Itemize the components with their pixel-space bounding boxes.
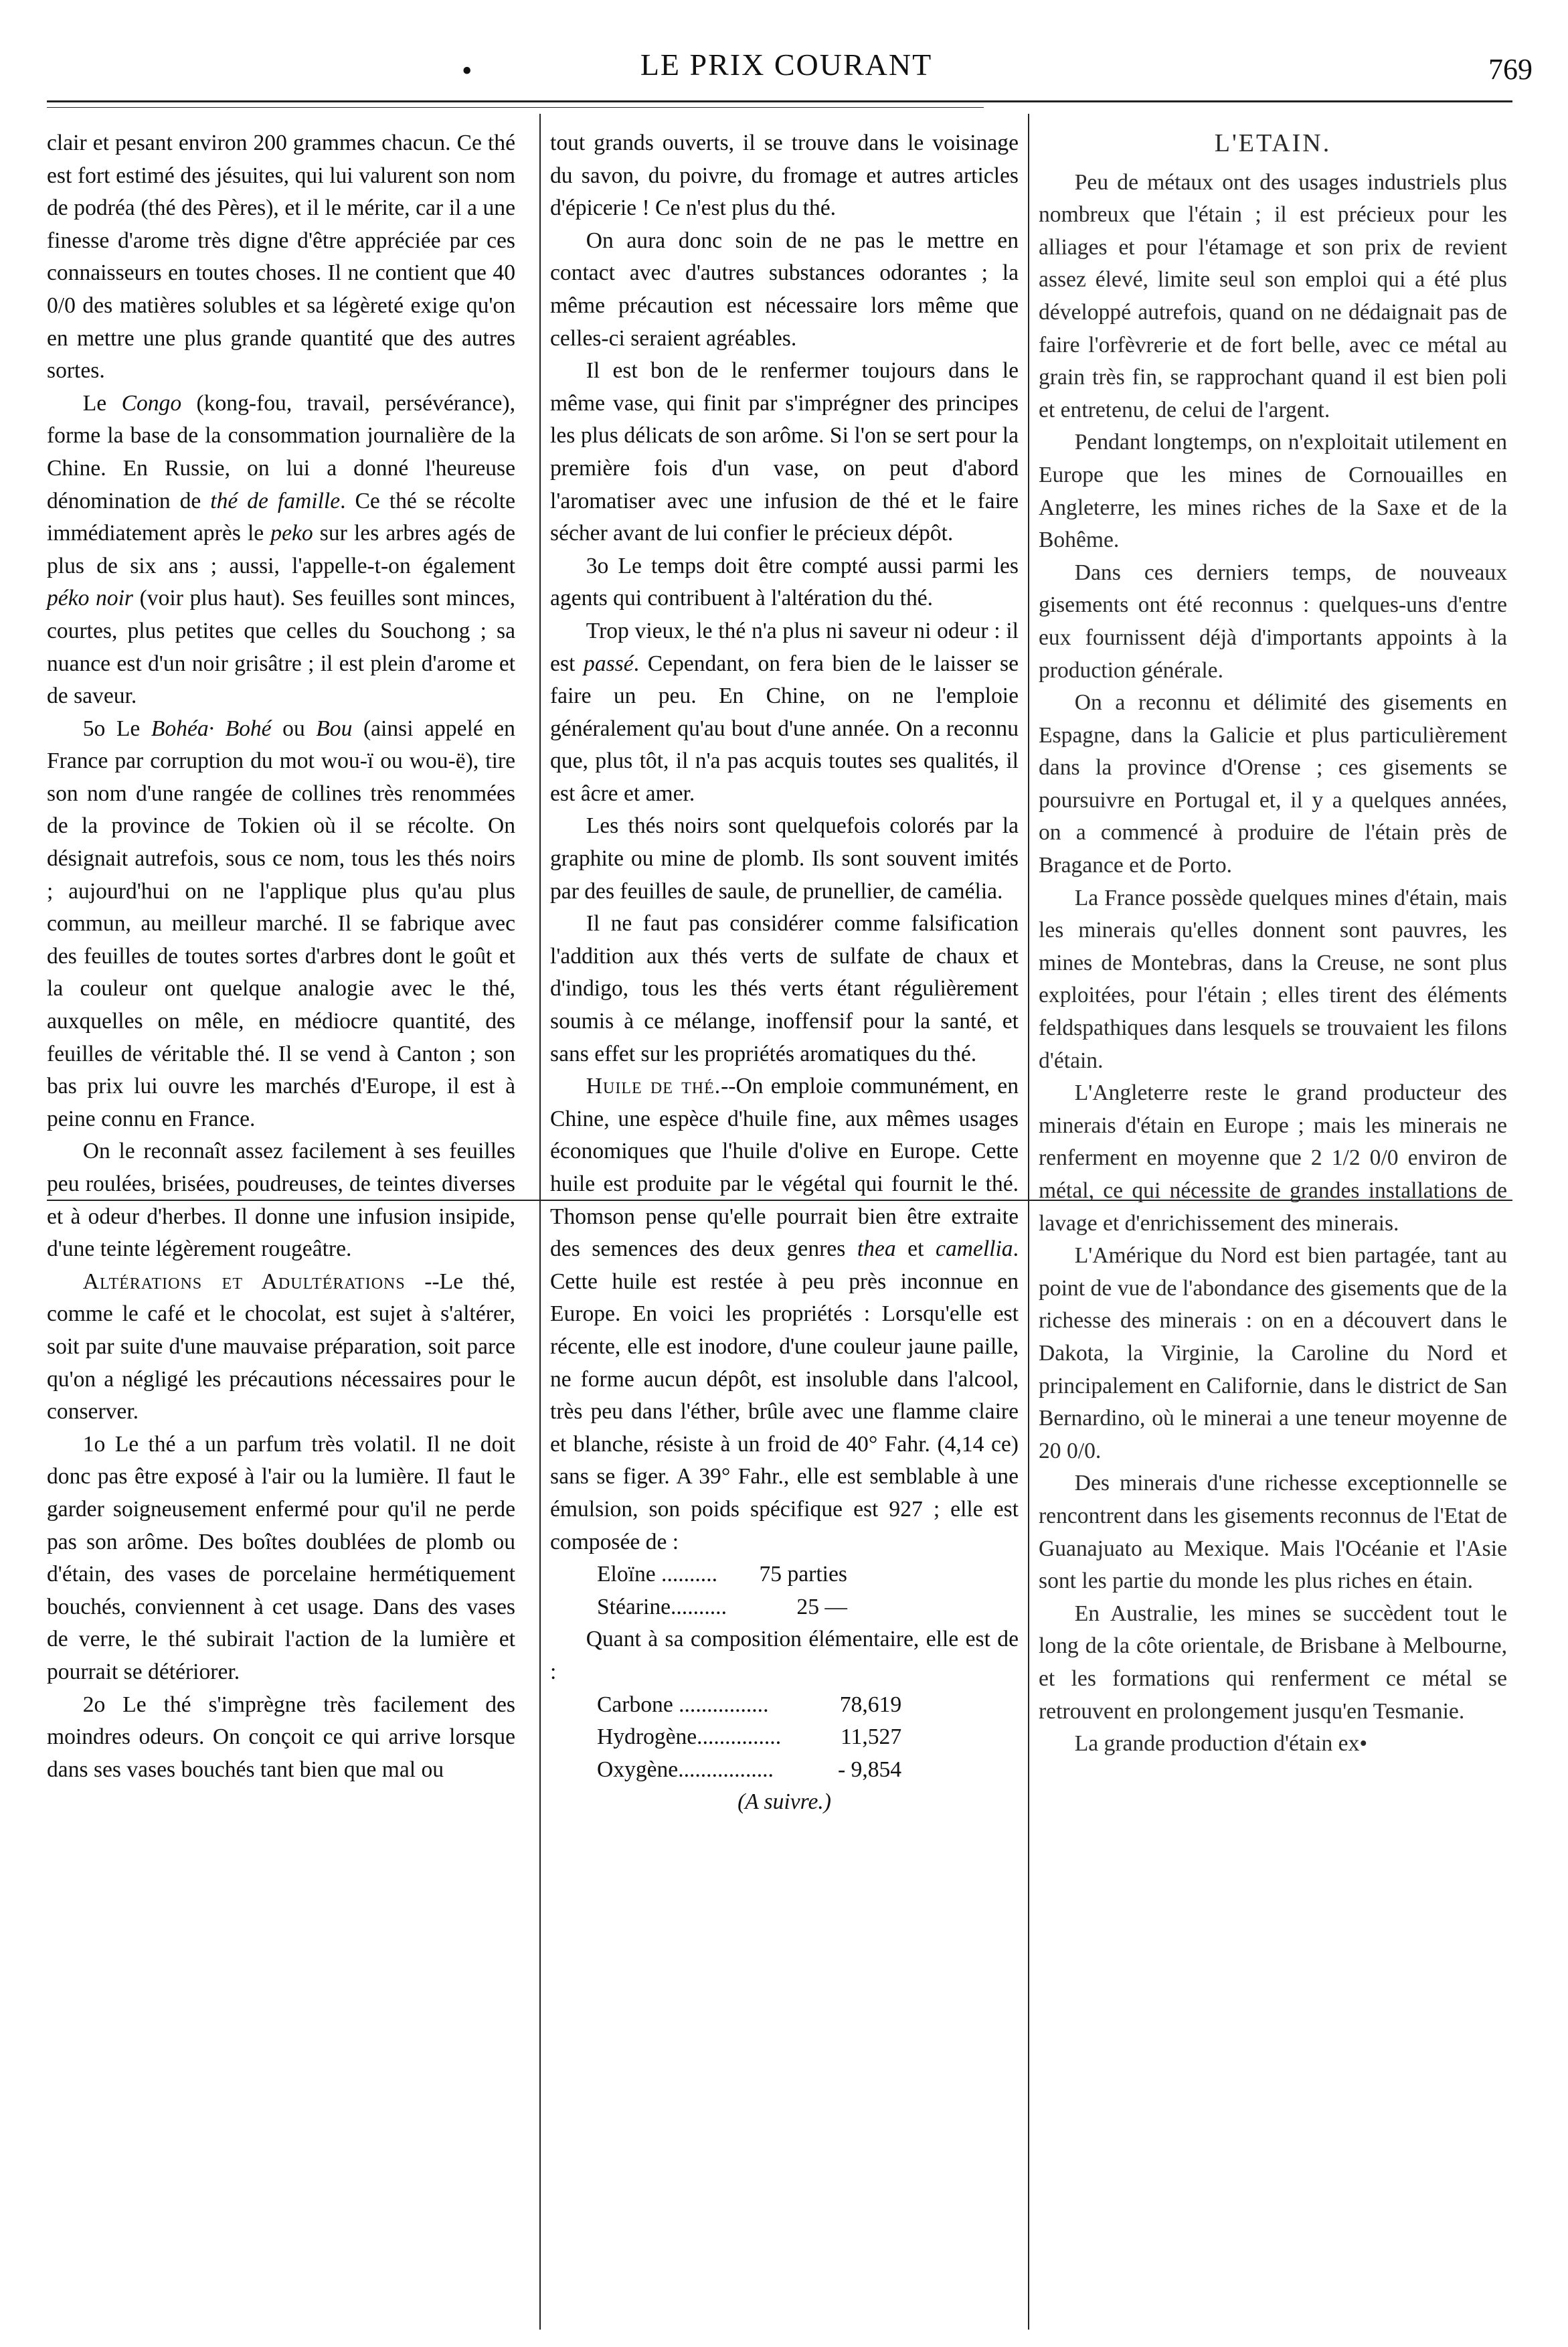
paragraph: Pendant longtemps, on n'exploitait utilement en Europe que les mines de Cornouailles en Angleterre, les mines riches de la Saxe et de la Bohême.: [1039, 430, 1507, 553]
paragraph: [550, 1070, 1019, 1558]
column-2: [550, 127, 1019, 1819]
term-italic: Bohéa· Bohé: [151, 716, 272, 741]
paragraph: L'Angleterre reste le grand producteur des minerais d'étain en Europe ; mais les minerais ne renferment en moyenne que 2 1/2 0/0 environ de métal, ce qui nécessite de grandes installations de lavage et d'enrichissement des minerais.: [1039, 1080, 1507, 1236]
text: 5o Le: [82, 716, 151, 741]
text: Trop vieux, le thé n'a plus ni saveur ni odeur : il est: [550, 618, 1019, 676]
text: Le: [82, 390, 122, 416]
header-rule-thin: [47, 107, 984, 108]
table-row: [597, 1689, 908, 1722]
header-dot: •: [462, 54, 472, 87]
term-italic: passé: [584, 651, 634, 676]
elemental-composition-table: [597, 1689, 908, 1787]
column-3: [1039, 127, 1507, 1761]
table-cell-name: Carbone ................: [597, 1692, 769, 1717]
table-row: [597, 1754, 908, 1787]
paragraph: Dans ces derniers temps, de nouveaux gisements ont été reconnus : quelques-uns d'entre eux fournissent déjà d'importants appoints à la production générale.: [1039, 560, 1507, 683]
paragraph: La grande production d'étain ex•: [1074, 1731, 1368, 1757]
paragraph: tout grands ouverts, il se trouve dans le voisinage du savon, du poivre, du fromage et autres articles d'épicerie ! Ce n'est plus du thé.: [550, 131, 1019, 221]
text: . Ce thé se récolte immédiatement après le: [47, 488, 515, 546]
table-cell-value: 75 parties: [759, 1562, 847, 1587]
paragraph: Quant à sa composition élémentaire, elle est de :: [550, 1627, 1019, 1684]
paragraph: La France possède quelques mines d'étain, mais les minerais qu'elles donnent sont pauvres, les mines de Montebras, dans la Creuse, ne sont plus exploitées, pour l'étain ; elles tirent des éléments feldspathiques dans lesquels se trouvaient les filons d'étain.: [1039, 885, 1507, 1073]
table-cell-value: 78,619: [839, 1692, 902, 1717]
table-cell-value: 25 —: [796, 1594, 847, 1619]
paragraph: 3o Le temps doit être compté aussi parmi les agents qui contribuent à l'altération du thé.: [550, 553, 1019, 611]
section-heading: Altérations et Adultérations: [82, 1269, 406, 1294]
table-cell-name: Oxygène.................: [597, 1757, 774, 1782]
table-cell-value: 11,527: [841, 1724, 902, 1750]
article-heading: L'ETAIN.: [1214, 129, 1332, 157]
term-italic: peko: [270, 521, 313, 546]
table-cell-name: Eloïne ..........: [597, 1562, 717, 1587]
text: sur les arbres agés de plus de six ans ; aussi, l'appelle-t-on également: [47, 521, 515, 578]
text: . Cette huile est restée à peu près inconnue en Europe. En voici les propriétés : Lorsqu'elle est récente, elle est inodore, d'une couleur jaune paille, ne forme aucun dépôt, est insoluble dans l'alcool, très peu dans l'éther, brûle avec une flamme claire et blanche, résiste à un froid de 40° Fahr. (4,14 ce) sans se figer. A 39° Fahr., elle est semblable à une émulsion, son poids spécifique est 927 ; elle est composée de :: [550, 1236, 1019, 1554]
to-be-continued: (A suivre.): [737, 1789, 831, 1815]
term-italic: camellia: [935, 1236, 1013, 1262]
table-row: [597, 1721, 908, 1754]
term-italic: Congo: [121, 390, 182, 416]
paragraph: [550, 615, 1019, 811]
paragraph: Les thés noirs sont quelquefois colorés par la graphite ou mine de plomb. Ils sont souvent imités par des feuilles de saule, de prunellier, de camélia.: [550, 813, 1019, 904]
paragraph: Des minerais d'une richesse exceptionnelle se rencontrent dans les gisements reconnus de l'Etat de Guanajuato au Mexique. Mais l'Océanie et l'Asie sont les partie du monde les plus riches en étain.: [1039, 1471, 1507, 1594]
text: (ainsi appelé en France par corruption du mot wou-ï ou wou-ë), tire son nom d'une rangée de collines très renommées de la province de Tokien où il se récolte. On désignait autrefois, sous ce nom, tous les thés noirs ; aujourd'hui on ne l'applique plus qu'au plus commun, au meilleur marché. Il se fabrique avec des feuilles de toutes sortes d'arbres dont le goût et la couleur ont quelque analogie avec le thé, auxquelles on mêle, en médiocre quantité, des feuilles de véritable thé. Il se vend à Canton ; son bas prix lui ouvre les marchés d'Europe, il est à peine connu en France.: [47, 716, 515, 1131]
page-number: 769: [1488, 53, 1533, 86]
term-italic: péko noir: [47, 586, 133, 611]
page-title: LE PRIX COURANT: [640, 48, 933, 82]
paragraph: Peu de métaux ont des usages industriels plus nombreux que l'étain ; il est précieux pour les alliages et pour l'étamage et son prix de revient assez élevé, limite seul son emploi qui a été plus développé autrefois, quand on ne dédaignait pas de faire l'orfèvrerie et de fort belle, avec ce métal au grain très fin, se rapprochant quand il est bien poli et entretenu, de celui de l'argent.: [1039, 169, 1507, 422]
page-header: [40, 0, 1533, 100]
paragraph: [47, 388, 515, 713]
column-1: [47, 127, 515, 1786]
text: --On emploie communément, en Chine, une espèce d'huile fine, aux mêmes usages économiques que l'huile d'olive en Europe. Cette huile est produite par le végétal qui fournit le thé. Thomson pense qu'elle pourrait bien être extraite des semences des deux genres: [550, 1074, 1019, 1262]
column-divider-1: [539, 114, 541, 2330]
paragraph: On a reconnu et délimité des gisements en Espagne, dans la Galicie et plus particulièrement dans la province d'Orense ; ces gisements se poursuivre en Portugal et, il y a quelques années, on a commencé à produire de l'étain près de Bragance et de Porto.: [1039, 690, 1507, 878]
term-italic: thea: [857, 1236, 896, 1262]
column-divider-2: [1028, 114, 1029, 2330]
text: (voir plus haut). Ses feuilles sont minces, courtes, plus petites que celles du Souchong ; sa nuance est d'un noir grisâtre ; il est plein d'arome et de saveur.: [47, 586, 515, 709]
paragraph: Il est bon de le renfermer toujours dans le même vase, qui finit par s'imprégner des principes les plus délicats de son arôme. Si l'on se sert pour la première fois d'un vase, on peut d'abord l'aromatiser avec une infusion de thé et le faire sécher avant de lui confier le précieux dépôt.: [550, 358, 1019, 546]
composition-table: [597, 1558, 854, 1623]
section-heading: Huile de thé.: [586, 1074, 721, 1099]
header-rule: [47, 100, 1512, 102]
table-cell-name: Stéarine..........: [597, 1594, 727, 1619]
paragraph: 1o Le thé a un parfum très volatil. Il ne doit donc pas être exposé à l'air ou la lumière. Il faut le garder soigneusement enfermé pour qu'il ne perde pas son arôme. Des boîtes doublées de plomb ou d'étain, des vases de porcelaine hermétiquement bouchés, conviennent à cet usage. Dans des vases de verre, le thé subirait l'action de la lumière et pourrait se détériorer.: [47, 1431, 515, 1684]
term-italic: thé de famille: [210, 488, 341, 513]
paragraph: On aura donc soin de ne pas le mettre en contact avec d'autres substances odorantes ; la même précaution est nécessaire lors même que celles-ci seraient agréables.: [550, 228, 1019, 351]
text: --Le thé, comme le café et le chocolat, est sujet à s'altérer, soit par suite d'une mauvaise préparation, soit parce qu'on a négligé les précautions nécessaires pour le conserver.: [47, 1269, 515, 1425]
table-cell-name: Hydrogène...............: [597, 1724, 782, 1750]
text: . Cependant, on fera bien de le laisser se faire un peu. En Chine, on ne l'emploie généralement qu'au bout d'une année. On a reconnu que, plus tôt, il n'a pas acquis toutes ses qualités, il est âcre et amer.: [550, 651, 1019, 806]
term-italic: Bou: [316, 716, 353, 741]
paragraph: 2o Le thé s'imprègne très facilement des moindres odeurs. On conçoit ce qui arrive lorsque dans ses vases bouchés tant bien que mal ou: [47, 1692, 515, 1782]
paragraph: On le reconnaît assez facilement à ses feuilles peu roulées, brisées, poudreuses, de teintes diverses et à odeur d'herbes. Il donne une infusion insipide, d'une teinte légèrement rougeâtre.: [47, 1139, 515, 1262]
paragraph: [47, 1266, 515, 1429]
paragraph: En Australie, les mines se succèdent tout le long de la côte orientale, de Brisbane à Melbourne, et les formations qui renferment ce métal se retrouvent en prolongement jusqu'en Tesmanie.: [1039, 1601, 1507, 1724]
paragraph: L'Amérique du Nord est bien partagée, tant au point de vue de l'abondance des gisements que de la richesse des minerais : on en a découvert dans le Dakota, la Virginie, la Caroline du Nord et principalement en Californie, dans le district de San Bernardino, où le minerai a une teneur moyenne de 20 0/0.: [1039, 1243, 1507, 1463]
paragraph: [47, 713, 515, 1136]
text: et: [895, 1236, 936, 1262]
table-cell-value: - 9,854: [837, 1757, 902, 1782]
text: (kong-fou, travail, persévérance), forme la base de la consommation journalière de la Chine. En Russie, on lui a donné l'heureuse dénomination de: [47, 390, 515, 513]
text: ou: [271, 716, 317, 741]
paragraph: clair et pesant environ 200 grammes chacun. Ce thé est fort estimé des jésuites, qui lui valurent son nom de podréa (thé des Pères), et il le mérite, car il a une finesse d'arome très digne d'être appréciée par ces connaisseurs en toutes choses. Il ne contient que 40 0/0 des matières solubles et sa légèreté exige qu'on en mettre une plus grande quantité que des autres sortes.: [47, 131, 515, 384]
paragraph: Il ne faut pas considérer comme falsification l'addition aux thés verts de sulfate de chaux et d'indigo, tous les thés verts étant régulièrement soumis à ce mélange, inoffensif pour la santé, et sans effet sur les propriétés aromatiques du thé.: [550, 911, 1019, 1066]
table-row: [597, 1591, 854, 1624]
table-row: [597, 1558, 854, 1591]
